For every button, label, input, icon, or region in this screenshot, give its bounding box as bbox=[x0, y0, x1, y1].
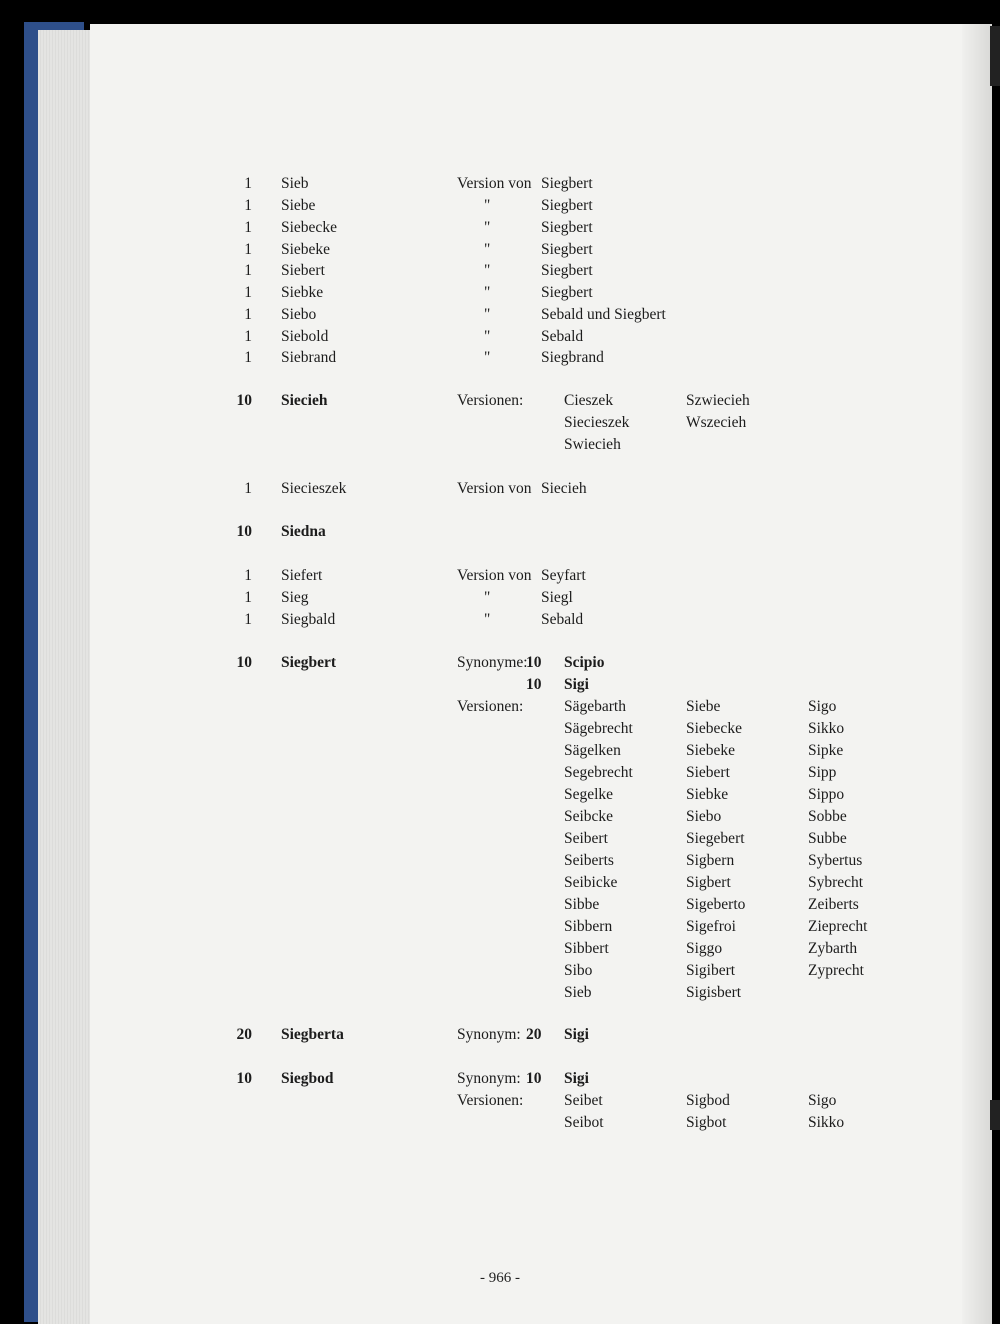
version-name: Seibert bbox=[564, 830, 608, 847]
version-name: Siebke bbox=[686, 786, 729, 803]
version-name: Sigibert bbox=[686, 962, 736, 979]
version-name: Szwiecieh bbox=[686, 392, 750, 409]
entry-value: Siegbert bbox=[541, 219, 593, 236]
entry-count: 10 bbox=[236, 523, 252, 540]
entry-value: Seyfart bbox=[541, 567, 586, 584]
version-name: Sigbern bbox=[686, 852, 735, 869]
entry-name: Siegbert bbox=[281, 654, 337, 671]
version-name: Siebeke bbox=[686, 742, 736, 759]
version-name: Zieprecht bbox=[808, 918, 868, 935]
version-name: Seibcke bbox=[564, 808, 614, 825]
entry-count: 1 bbox=[244, 611, 252, 628]
entry-count: 1 bbox=[244, 175, 252, 192]
entry-name: Sieb bbox=[281, 175, 309, 192]
version-name: Sigbot bbox=[686, 1114, 727, 1131]
version-name: Sibo bbox=[564, 962, 593, 979]
ditto-mark: " bbox=[484, 262, 491, 279]
entry-count: 10 bbox=[236, 392, 252, 409]
entry-count: 1 bbox=[244, 241, 252, 258]
entry-name: Siefert bbox=[281, 567, 323, 584]
entry-value: Siecieh bbox=[541, 480, 587, 497]
entry-value: Siegl bbox=[541, 589, 573, 606]
entry-name: Sieg bbox=[281, 589, 309, 606]
synonym-count: 10 bbox=[526, 676, 542, 693]
entry-value: Siegbert bbox=[541, 175, 593, 192]
entry-count: 1 bbox=[244, 284, 252, 301]
page-number: - 966 - bbox=[480, 1270, 520, 1286]
entry-label: Synonyme: bbox=[457, 654, 528, 671]
entry-value: Sebald bbox=[541, 328, 584, 345]
version-name: Seibet bbox=[564, 1092, 603, 1109]
version-name: Segelke bbox=[564, 786, 614, 803]
entry-value: Sebald bbox=[541, 611, 584, 628]
version-name: Siegebert bbox=[686, 830, 745, 847]
entry-count: 1 bbox=[244, 197, 252, 214]
version-name: Subbe bbox=[808, 830, 847, 847]
entry-name: Siebert bbox=[281, 262, 325, 279]
version-name: Segebrecht bbox=[564, 764, 633, 781]
version-name: Siebo bbox=[686, 808, 722, 825]
entry-value: Siegbert bbox=[541, 262, 593, 279]
entry-name: Siegberta bbox=[281, 1026, 344, 1043]
entry-name: Siebrand bbox=[281, 349, 337, 366]
synonym-count: 10 bbox=[526, 1070, 542, 1087]
entry-label: Version von bbox=[457, 567, 532, 584]
entry-name: Siecieszek bbox=[281, 480, 347, 497]
ditto-mark: " bbox=[484, 284, 491, 301]
entry-count: 1 bbox=[244, 349, 252, 366]
version-name: Sipp bbox=[808, 764, 837, 781]
ditto-mark: " bbox=[484, 306, 491, 323]
synonym-count: 20 bbox=[526, 1026, 542, 1043]
entry-name: Siebke bbox=[281, 284, 324, 301]
entry-name: Siebe bbox=[281, 197, 316, 214]
version-name: Sybertus bbox=[808, 852, 863, 869]
entry-label: Versionen: bbox=[457, 392, 524, 409]
entry-count: 10 bbox=[236, 654, 252, 671]
version-name: Sibbern bbox=[564, 918, 613, 935]
entry-count: 20 bbox=[236, 1026, 252, 1043]
version-name: Zyprecht bbox=[808, 962, 864, 979]
entry-count: 1 bbox=[244, 328, 252, 345]
ditto-mark: " bbox=[484, 611, 491, 628]
version-name: Siggo bbox=[686, 940, 723, 957]
version-name: Sybrecht bbox=[808, 874, 864, 891]
version-name: Sipke bbox=[808, 742, 844, 759]
version-name: Sigbod bbox=[686, 1092, 730, 1109]
entry-count: 1 bbox=[244, 480, 252, 497]
version-name: Sippo bbox=[808, 786, 845, 803]
version-name: Seibicke bbox=[564, 874, 618, 891]
entry-name: Siecieh bbox=[281, 392, 328, 409]
version-name: Sägelken bbox=[564, 742, 621, 759]
synonym-name: Scipio bbox=[564, 654, 605, 671]
ditto-mark: " bbox=[484, 328, 491, 345]
entry-value: Sebald und Siegbert bbox=[541, 306, 666, 323]
ditto-mark: " bbox=[484, 219, 491, 236]
entry-label: Version von bbox=[457, 175, 532, 192]
entry-name: Siegbod bbox=[281, 1070, 334, 1087]
entry-count: 1 bbox=[244, 262, 252, 279]
entry-count: 10 bbox=[236, 1070, 252, 1087]
version-name: Seibot bbox=[564, 1114, 604, 1131]
entry-value: Siegbrand bbox=[541, 349, 604, 366]
entry-label: Synonym: bbox=[457, 1070, 521, 1087]
version-name: Sieb bbox=[564, 984, 592, 1001]
version-name: Sigo bbox=[808, 698, 837, 715]
entry-name: Siebold bbox=[281, 328, 329, 345]
entry-label: Versionen: bbox=[457, 698, 524, 715]
entry-value: Siegbert bbox=[541, 197, 593, 214]
version-name: Sigisbert bbox=[686, 984, 742, 1001]
version-name: Seiberts bbox=[564, 852, 614, 869]
version-name: Sigo bbox=[808, 1092, 837, 1109]
entry-count: 1 bbox=[244, 589, 252, 606]
entry-count: 1 bbox=[244, 219, 252, 236]
version-name: Siebecke bbox=[686, 720, 742, 737]
version-name: Siecieszek bbox=[564, 414, 630, 431]
entry-name: Siebo bbox=[281, 306, 317, 323]
version-name: Zeiberts bbox=[808, 896, 859, 913]
version-name: Sägebarth bbox=[564, 698, 626, 715]
version-name: Siebe bbox=[686, 698, 721, 715]
ditto-mark: " bbox=[484, 349, 491, 366]
version-name: Sobbe bbox=[808, 808, 847, 825]
synonym-count: 10 bbox=[526, 654, 542, 671]
version-name: Sikko bbox=[808, 1114, 845, 1131]
synonym-name: Sigi bbox=[564, 676, 589, 693]
entry-value: Siegbert bbox=[541, 284, 593, 301]
ditto-mark: " bbox=[484, 241, 491, 258]
synonym-name: Sigi bbox=[564, 1070, 589, 1087]
entry-label: Version von bbox=[457, 480, 532, 497]
entry-name: Siebeke bbox=[281, 241, 331, 258]
version-name: Sigeberto bbox=[686, 896, 746, 913]
entry-label: Synonym: bbox=[457, 1026, 521, 1043]
version-name: Sibbert bbox=[564, 940, 609, 957]
version-name: Wszecieh bbox=[686, 414, 747, 431]
synonym-name: Sigi bbox=[564, 1026, 589, 1043]
entry-count: 1 bbox=[244, 306, 252, 323]
entry-name: Siegbald bbox=[281, 611, 336, 628]
version-name: Swiecieh bbox=[564, 436, 621, 453]
entry-count: 1 bbox=[244, 567, 252, 584]
entry-label: Versionen: bbox=[457, 1092, 524, 1109]
ditto-mark: " bbox=[484, 589, 491, 606]
entry-name: Siebecke bbox=[281, 219, 337, 236]
entry-name: Siedna bbox=[281, 523, 326, 540]
version-name: Sikko bbox=[808, 720, 845, 737]
version-name: Sägebrecht bbox=[564, 720, 633, 737]
version-name: Zybarth bbox=[808, 940, 858, 957]
version-name: Siebert bbox=[686, 764, 730, 781]
version-name: Sibbe bbox=[564, 896, 600, 913]
version-name: Sigbert bbox=[686, 874, 731, 891]
ditto-mark: " bbox=[484, 197, 491, 214]
version-name: Cieszek bbox=[564, 392, 614, 409]
entry-value: Siegbert bbox=[541, 241, 593, 258]
version-name: Sigefroi bbox=[686, 918, 736, 935]
